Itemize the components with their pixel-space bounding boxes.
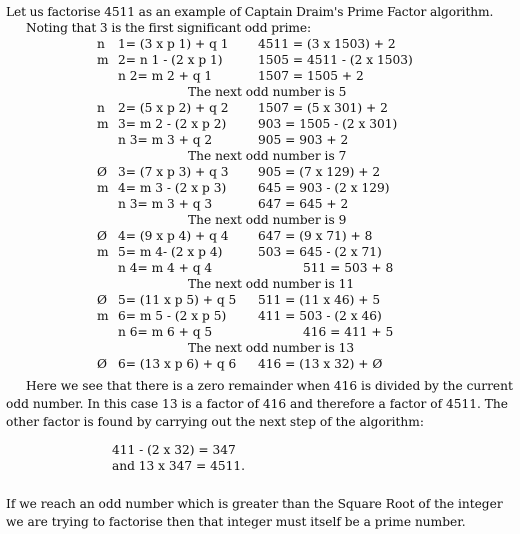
- step3-row2-formula: 4= m 3 - (2 x p 3): [118, 181, 227, 195]
- step5-row1-formula: 5= (11 x p 5) + q 5: [118, 293, 237, 307]
- step3-row1-label: Ø: [97, 165, 107, 179]
- step6-row1-label: Ø: [97, 357, 107, 371]
- step1-row1-label: n: [97, 37, 105, 51]
- step2-row2-label: m: [97, 117, 109, 131]
- step4-row2-calc: 503 = 645 - (2 x 71): [258, 245, 382, 259]
- step3-next: The next odd number is 9: [188, 213, 347, 227]
- step1-row1-formula: 1= (3 x p 1) + q 1: [118, 37, 229, 51]
- equation-2: and 13 x 347 = 4511.: [112, 459, 246, 473]
- step4-row2-label: m: [97, 245, 109, 259]
- step3-row2-calc: 645 = 903 - (2 x 129): [258, 181, 390, 195]
- step1-row1-calc: 4511 = (3 x 1503) + 2: [258, 37, 396, 51]
- intro-line-1: Let us factorise 4511 as an example of Captain Draim's Prime Factor algorithm.: [6, 5, 494, 19]
- step2-row1-label: n: [97, 101, 105, 115]
- step5-row1-label: Ø: [97, 293, 107, 307]
- step5-next: The next odd number is 13: [188, 341, 355, 355]
- step4-row1-label: Ø: [97, 229, 107, 243]
- step2-row1-calc: 1507 = (5 x 301) + 2: [258, 101, 388, 115]
- step3-row3-formula: n 3= m 3 + q 3: [118, 197, 213, 211]
- step3-row1-calc: 905 = (7 x 129) + 2: [258, 165, 381, 179]
- step5-row2-formula: 6= m 5 - (2 x p 5): [118, 309, 227, 323]
- step5-row2-label: m: [97, 309, 109, 323]
- step2-row2-calc: 903 = 1505 - (2 x 301): [258, 117, 398, 131]
- step1-row2-formula: 2= n 1 - (2 x p 1): [118, 53, 223, 67]
- step5-row2-calc: 411 = 503 - (2 x 46): [258, 309, 382, 323]
- step5-row1-calc: 511 = (11 x 46) + 5: [258, 293, 381, 307]
- step1-next: The next odd number is 5: [188, 85, 347, 99]
- step4-row1-calc: 647 = (9 x 71) + 8: [258, 229, 373, 243]
- step4-row1-formula: 4= (9 x p 4) + q 4: [118, 229, 229, 243]
- step1-row2-label: m: [97, 53, 109, 67]
- step4-row3-formula: n 4= m 4 + q 4: [118, 261, 213, 275]
- step2-row3-calc: 905 = 903 + 2: [258, 133, 349, 147]
- step6-row1-calc: 416 = (13 x 32) + Ø: [258, 357, 383, 371]
- step3-row2-label: m: [97, 181, 109, 195]
- step4-next: The next odd number is 11: [188, 277, 355, 291]
- step1-row3-calc: 1507 = 1505 + 2: [258, 69, 364, 83]
- step5-row3-formula: n 6= m 6 + q 5: [118, 325, 213, 339]
- step5-row3-calc: 416 = 411 + 5: [303, 325, 394, 339]
- step2-row1-formula: 2= (5 x p 2) + q 2: [118, 101, 229, 115]
- equation-1: 411 - (2 x 32) = 347: [112, 443, 236, 457]
- step4-row2-formula: 5= m 4- (2 x p 4): [118, 245, 223, 259]
- step6-row1-formula: 6= (13 x p 6) + q 6: [118, 357, 237, 371]
- step2-next: The next odd number is 7: [188, 149, 347, 163]
- step4-row3-calc: 511 = 503 + 8: [303, 261, 394, 275]
- step2-row3-formula: n 3= m 3 + q 2: [118, 133, 213, 147]
- step3-row3-calc: 647 = 645 + 2: [258, 197, 349, 211]
- step1-row3-formula: n 2= m 2 + q 1: [118, 69, 213, 83]
- closing-paragraph: If we reach an odd number which is greater than the Square Root of the integer we are trying to factorise then that integer must itself be a prime number.: [6, 497, 503, 529]
- step3-row1-formula: 3= (7 x p 3) + q 3: [118, 165, 229, 179]
- step2-row2-formula: 3= m 2 - (2 x p 2): [118, 117, 227, 131]
- conclusion-paragraph: Here we see that there is a zero remainder when 416 is divided by the current odd number. In this case 13 is a factor of 416 and therefore a factor of 4511. The other factor is found by carrying out the next step of the algorithm:: [6, 379, 513, 429]
- step1-row2-calc: 1505 = 4511 - (2 x 1503): [258, 53, 413, 67]
- intro-line-2: Noting that 3 is the first significant odd prime:: [26, 21, 311, 35]
